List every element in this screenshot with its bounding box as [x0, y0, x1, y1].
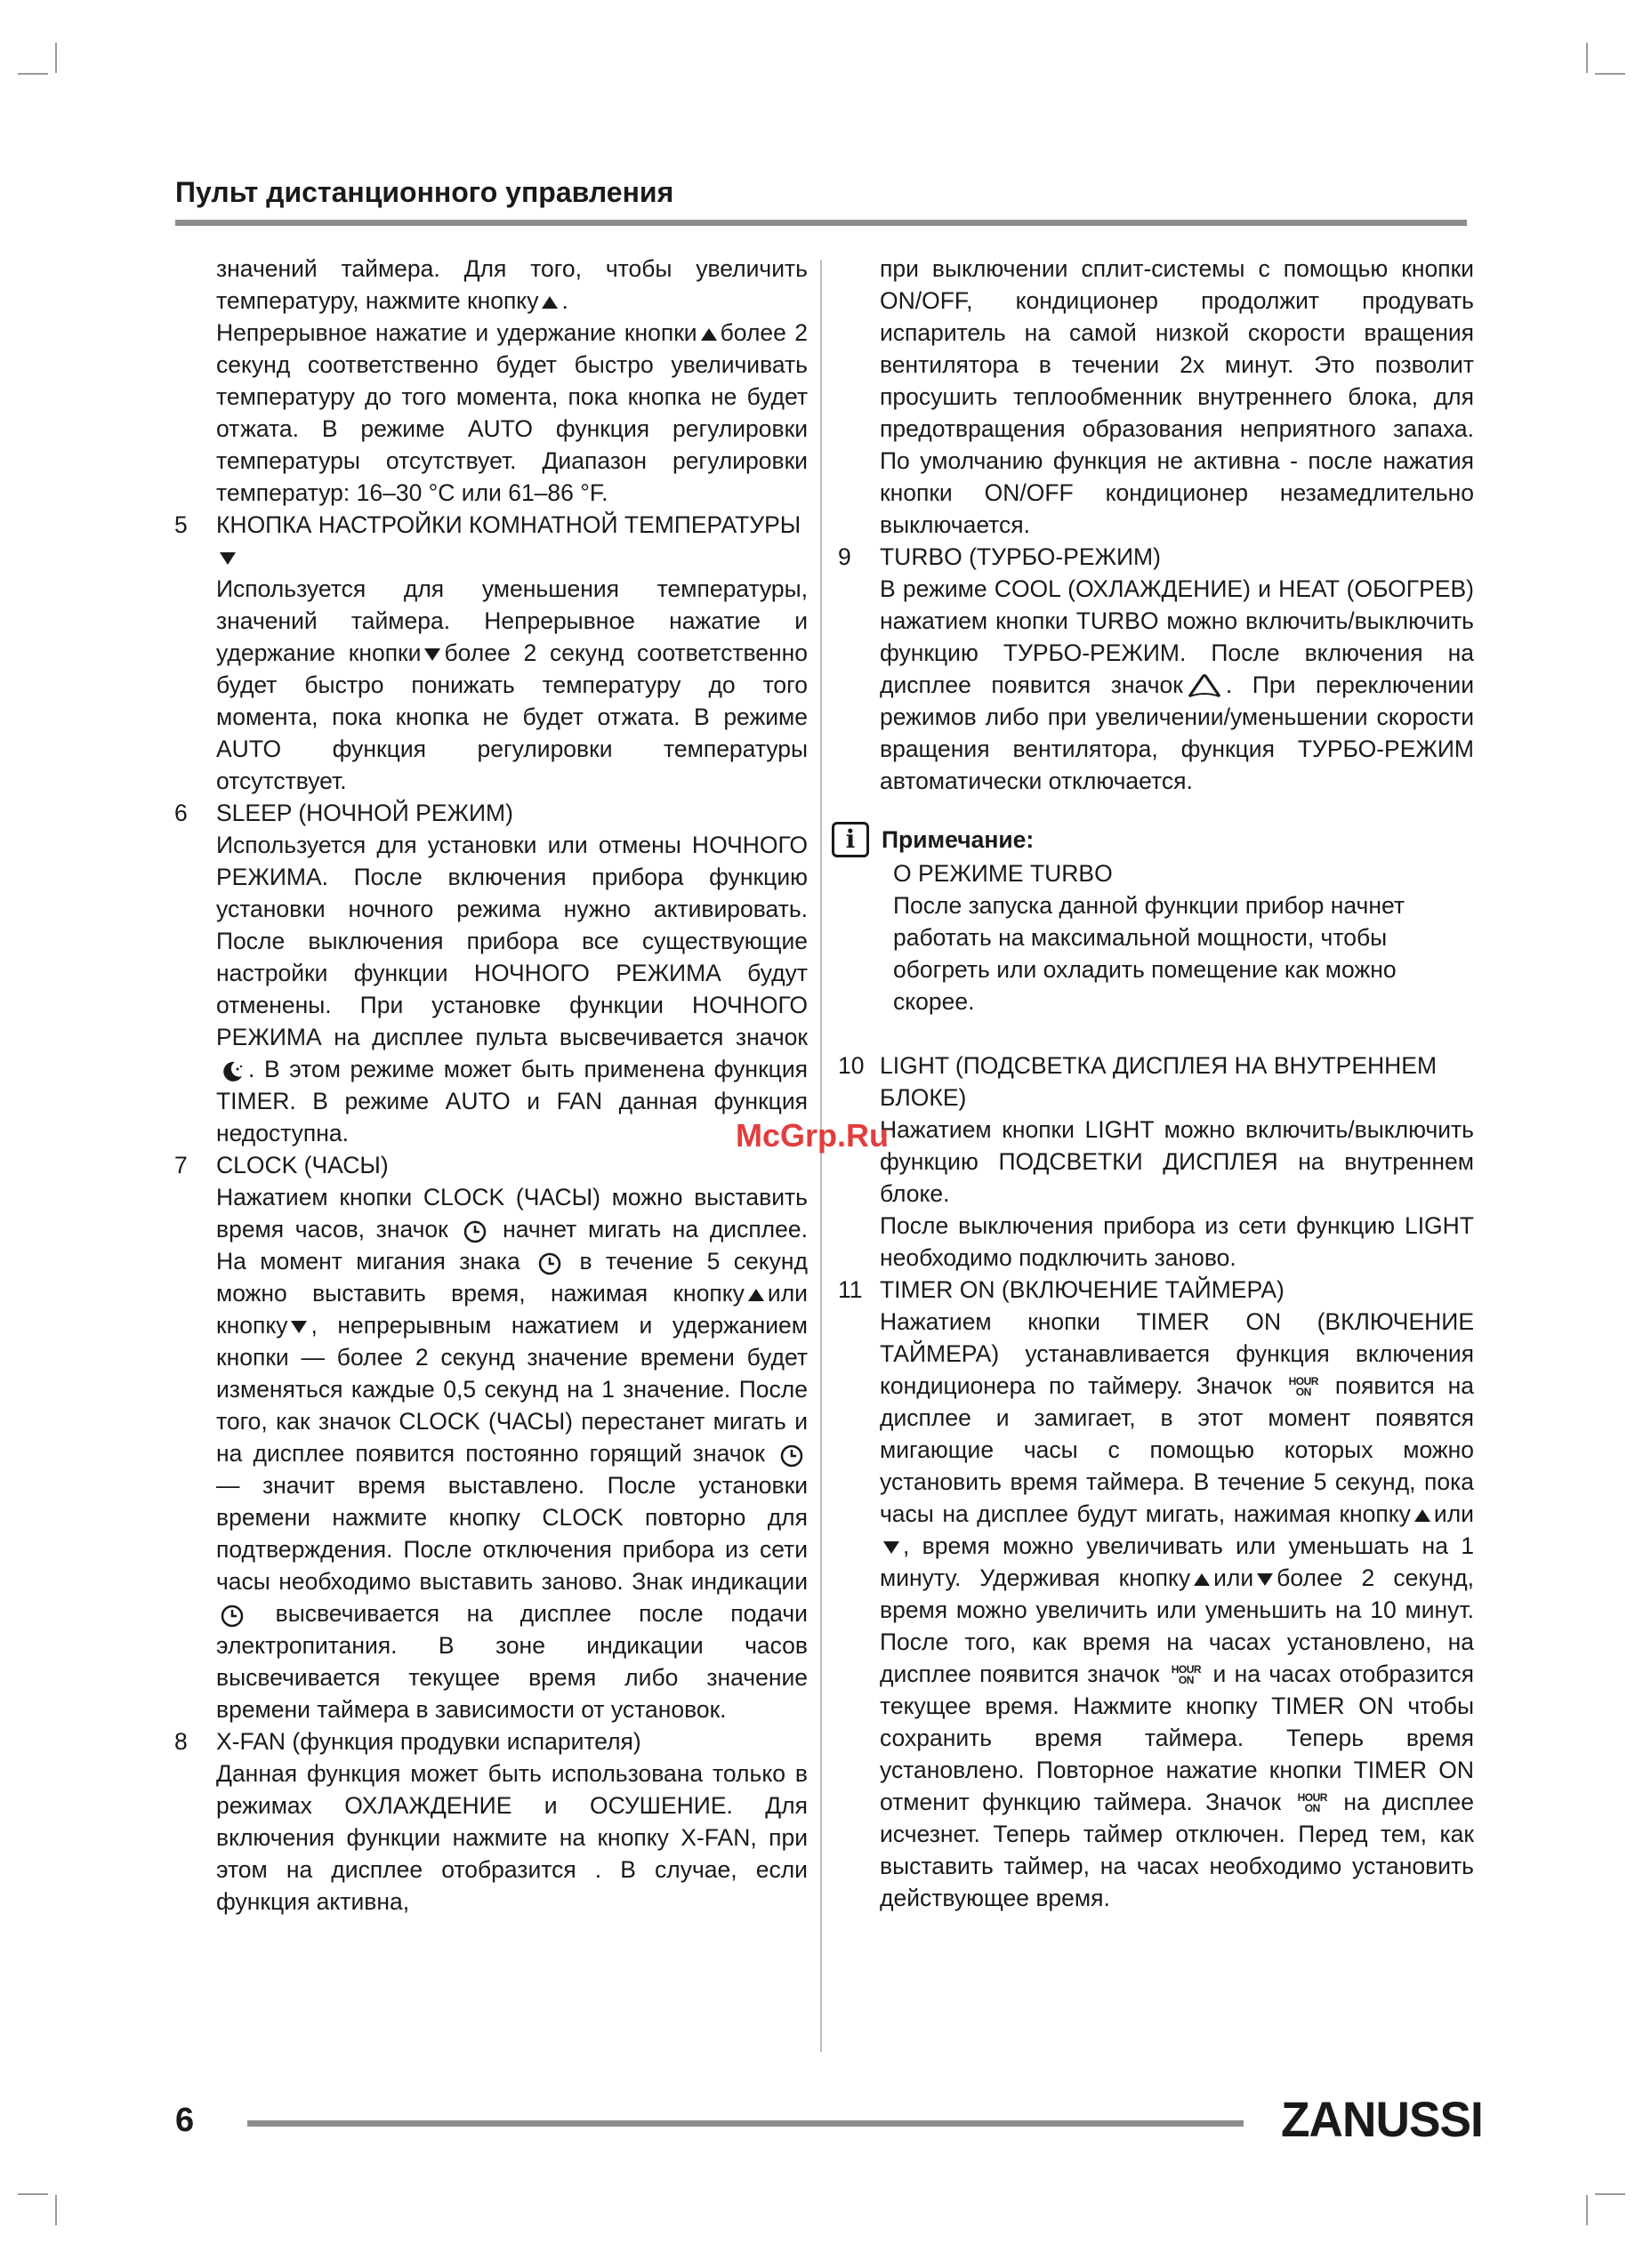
crop-mark [1586, 43, 1588, 73]
list-item-7: 7 CLOCK (ЧАСЫ) [174, 1149, 808, 1181]
note-body: После запуска данной функции прибор начнет работать на максимальной мощности, чтобы обогреть или охладить помещение как можно скорее. [893, 892, 1405, 1015]
note-header [838, 822, 1474, 857]
crop-mark [55, 43, 57, 73]
up-arrow-icon [701, 328, 717, 341]
footer-rule [247, 2120, 1244, 2127]
item-title: TURBO (ТУРБО-РЕЖИМ) [880, 543, 1161, 570]
item-title: КНОПКА НАСТРОЙКИ КОМНАТНОЙ ТЕМПЕРАТУРЫ [216, 511, 801, 538]
page-title: Пульт дистанционного управления [175, 176, 674, 208]
item-body: После выключения прибора из сети функцию LIGHT необходимо подключить заново. [880, 1212, 1474, 1271]
right-column [838, 253, 1474, 1914]
moon-sleep-icon [220, 1059, 245, 1084]
crop-mark [1595, 73, 1625, 75]
up-arrow-icon [542, 296, 558, 309]
crop-mark [1586, 2195, 1588, 2225]
item-body: Используется для установки или отмены НОЧНОГО РЕЖИМА. После включения прибора функцию установки ночного режима нужно активировать. После выключения прибора все существующие настройки функции НОЧНОГО РЕЖИМА будут отменены. При установке функции НОЧНОГО РЕЖИМА на дисплее пульта высвечивается значок. В этом режиме может быть применена функция TIMER. В режиме AUTO и FAN данная функция недоступна. [216, 832, 808, 1146]
page-number: 6 [175, 2102, 195, 2139]
item-body: Данная функция может быть использована только в режимах ОХЛАЖДЕНИЕ и ОСУШЕНИЕ. Для включения функции нажмите на кнопку X-FAN, при этом на дисплее отобразится . В случае, если функция активна, [216, 1760, 808, 1915]
list-item-6: 6 SLEEP (НОЧНОЙ РЕЖИМ) [174, 797, 808, 829]
item-title: LIGHT (ПОДСВЕТКА ДИСПЛЕЯ НА ВНУТРЕННЕМ БЛОКЕ) [880, 1052, 1438, 1111]
hour-on-icon: HOUR ON [1288, 1375, 1318, 1398]
item-body: Используется для уменьшения температуры, значений таймера. Непрерывное нажатие и удержание кнопки более 2 секунд соответственно будет быстро понижать температуру до того момента, пока кнопка не будет отжата. В режиме AUTO функция регулировки температуры отсутствует. [216, 575, 809, 794]
up-arrow-icon [1414, 1509, 1430, 1522]
note-label: Примечание: [882, 826, 1035, 853]
brand-logo: ZANUSSI [1281, 2091, 1483, 2147]
paragraph: значений таймера. Для того, чтобы увеличить температуру, нажмите кнопку . [216, 255, 808, 314]
crop-mark [1595, 2193, 1625, 2195]
clock-icon [463, 1219, 487, 1244]
item-body: Нажатием кнопки CLOCK (ЧАСЫ) можно выставить время часов, значок начнет мигать на дисплее. На момент мигания знака в течение 5 секунд можно выставить время, нажимая кнопку или кнопку , непрерывным нажатием и удержанием кнопки — более 2 секунд значение времени будет изменяться каждые 0,5 секунд на 1 значение. После того, как значок CLOCK (ЧАСЫ) перестанет мигать и на дисплее появится постоянно горящий значок — значит время выставлено. После установки времени нажмите кнопку CLOCK повторно для подтверждения. После отключения прибора из сети часы необходимо выставить заново. Знак индикации высвечивается на дисплее после подачи электропитания. В зоне индикации часов высвечивается текущее время либо значение времени таймера в зависимости от установок. [216, 1184, 808, 1723]
item-body: Нажатием кнопки LIGHT можно включить/выключить функцию ПОДСВЕТКИ ДИСПЛЕЯ на внутреннем блоке. [880, 1116, 1474, 1207]
clock-icon [779, 1444, 804, 1468]
clock-icon [220, 1604, 245, 1629]
watermark: McGrp.Ru [736, 1117, 890, 1154]
hour-on-icon: HOUR ON [1171, 1663, 1202, 1686]
crop-mark [18, 2193, 48, 2195]
list-item-10: 10 LIGHT (ПОДСВЕТКА ДИСПЛЕЯ НА ВНУТРЕННЕМ БЛОКЕ) [838, 1050, 1474, 1114]
down-arrow-icon [883, 1541, 899, 1554]
down-arrow-icon [220, 552, 236, 565]
item-body: Нажатием кнопки TIMER ON (ВКЛЮЧЕНИЕ ТАЙМЕРА) устанавливается функция включения кондиционера по таймеру. Значок HOUR ON появится на дисплее и замигает, в этот момент появятся мигающие часы с помощью которых можно установить время таймера. В течение 5 секунд, пока часы на дисплее будут мигать, нажимая кнопку или, время можно увеличивать или уменьшать на 1 минуту. Удерживая кнопку или более 2 секунд, время можно увеличить или уменьшить на 10 минут. После того, как время на часах установлено, на дисплее появится значок HOUR ON и на часах отобразится текущее время. Нажмите кнопку TIMER ON чтобы сохранить время таймера. Теперь время установлено. Повторное нажатие кнопки TIMER ON отменит функцию таймера. Значок HOUR ON на дисплее исчезнет. Теперь таймер отключен. Перед тем, как выставить таймер, на часах необходимо установить действующее время. [880, 1308, 1474, 1911]
clock-icon [537, 1251, 562, 1276]
turbo-icon [1187, 673, 1222, 700]
down-arrow-icon [1257, 1573, 1273, 1586]
hour-on-icon: HOUR ON [1297, 1791, 1327, 1814]
list-item-9: 9 TURBO (ТУРБО-РЕЖИМ) [838, 541, 1474, 573]
item-title: SLEEP (НОЧНОЙ РЕЖИМ) [216, 800, 513, 826]
list-item-5: 5 КНОПКА НАСТРОЙКИ КОМНАТНОЙ ТЕМПЕРАТУРЫ [174, 509, 808, 573]
down-arrow-icon [424, 648, 440, 661]
up-arrow-icon [748, 1289, 764, 1301]
paragraph: Непрерывное нажатие и удержание кнопки более 2 секунд соответственно будет быстро увеличивать температуру до того момента, пока кнопка не будет отжата. В режиме AUTO функция регулировки температуры отсутствует. Диапазон регулировки температур: 16–30 °С или 61–86 °F. [216, 319, 809, 506]
crop-mark [55, 2195, 57, 2225]
item-title: X-FAN (функция продувки испарителя) [216, 1728, 641, 1755]
column-divider [820, 260, 822, 2052]
note-subtitle: О РЕЖИМЕ TURBO [893, 860, 1113, 887]
up-arrow-icon [1194, 1573, 1210, 1586]
crop-mark [18, 73, 48, 75]
title-rule [175, 220, 1467, 226]
list-item-8: 8 X-FAN (функция продувки испарителя) [174, 1725, 808, 1757]
paragraph: при выключении сплит-системы с помощью кнопки ON/OFF, кондиционер продолжит продувать испаритель на самой низкой скорости вращения вентилятора в течении 2х минут. Это позволит просушить теплообменник внутреннего блока, для предотвращения образования неприятного запаха. По умолчанию функция не активна - после нажатия кнопки ON/OFF кондиционер незамедлительно выключается. [880, 255, 1474, 538]
left-column [174, 253, 808, 1918]
list-item-11: 11 TIMER ON (ВКЛЮЧЕНИЕ ТАЙМЕРА) [838, 1274, 1474, 1306]
item-title: TIMER ON (ВКЛЮЧЕНИЕ ТАЙМЕРА) [880, 1276, 1285, 1303]
down-arrow-icon [291, 1321, 307, 1333]
item-body: В режиме COOL (ОХЛАЖДЕНИЕ) и HEAT (ОБОГРЕВ) нажатием кнопки TURBO можно включить/выключить функцию ТУРБО-РЕЖИМ. После включения на дисплее появится значок . При переключении режимов либо при увеличении/уменьшении скорости вращения вентилятора, функция ТУРБО-РЕЖИМ автоматически отключается. [880, 575, 1474, 794]
item-title: CLOCK (ЧАСЫ) [216, 1152, 389, 1178]
info-icon: i [832, 822, 869, 857]
